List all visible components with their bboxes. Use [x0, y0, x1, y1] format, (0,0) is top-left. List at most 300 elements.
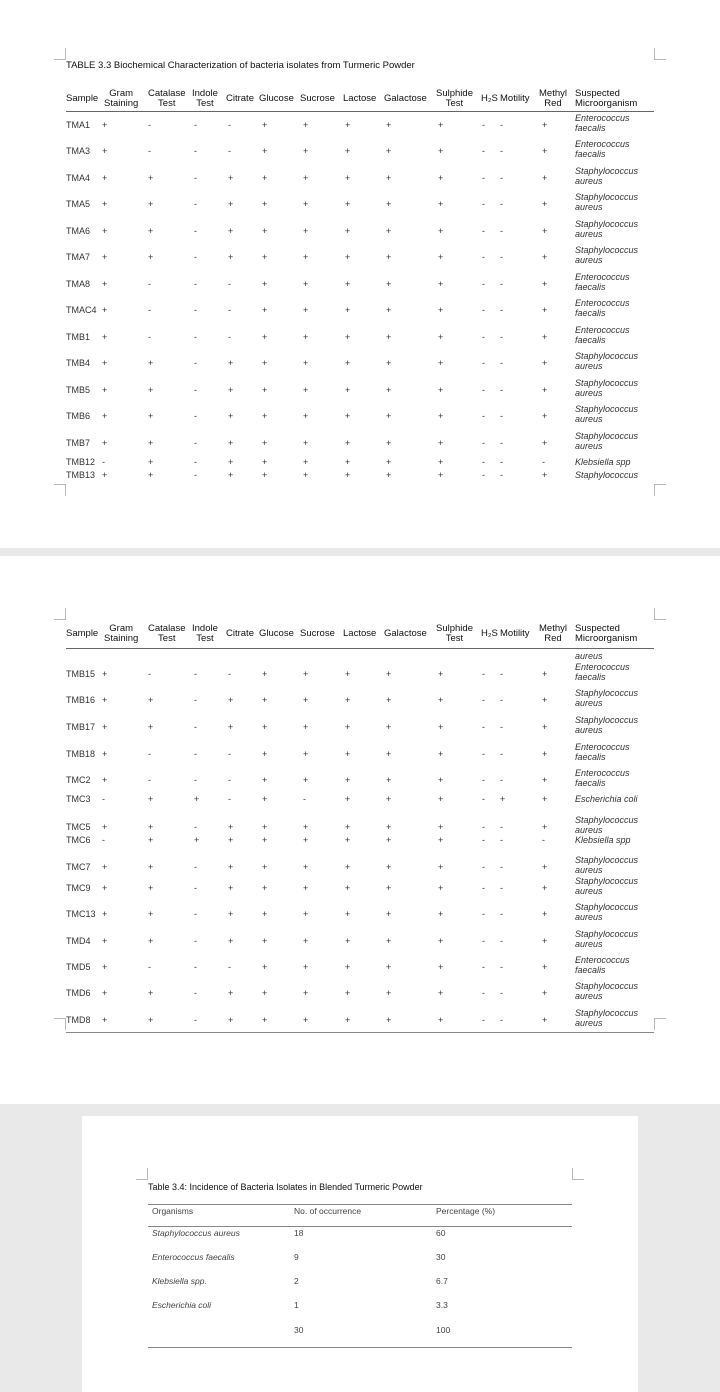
cell-glucose: +: [262, 199, 268, 209]
cell-citrate: +: [228, 1015, 234, 1025]
cell-sucrose: +: [303, 199, 309, 209]
cell-gram: +: [102, 252, 108, 262]
cell-catalase: +: [148, 358, 154, 368]
cell-methyl: +: [542, 120, 548, 130]
cell-galactose: +: [386, 749, 392, 759]
cell-motility: -: [500, 120, 503, 130]
cell-sulphide: +: [438, 438, 444, 448]
cell-h2s: -: [482, 199, 485, 209]
cell-h2s: -: [482, 146, 485, 156]
cell-glucose: +: [262, 120, 268, 130]
cell-suspected-microorganism: Enterococcus faecalis: [575, 742, 630, 762]
table-3-4-row: [148, 1300, 572, 1314]
cell-gram: +: [102, 749, 108, 759]
cell-sulphide: +: [438, 749, 444, 759]
cell-catalase: +: [148, 457, 154, 467]
cell-suspected-microorganism: Enterococcus faecalis: [575, 768, 630, 788]
cell-organism: Enterococcus faecalis: [152, 1252, 235, 1262]
cell-citrate: +: [228, 411, 234, 421]
cell-motility: -: [500, 775, 503, 785]
table-3-4-row: [148, 1276, 572, 1290]
cell-citrate: +: [228, 835, 234, 845]
crop-mark: [54, 608, 66, 620]
cell-catalase: +: [148, 411, 154, 421]
cell-motility: -: [500, 862, 503, 872]
cell-citrate: -: [228, 962, 231, 972]
cell-sample: TMB16: [66, 695, 96, 705]
cell-h2s: -: [482, 775, 485, 785]
cell-sample: TMA8: [66, 279, 91, 289]
cell-gram: +: [102, 438, 108, 448]
cell-sulphide: +: [438, 936, 444, 946]
cell-sulphide: +: [438, 332, 444, 342]
cell-glucose: +: [262, 226, 268, 236]
cell-h2s: -: [482, 252, 485, 262]
cell-indole: -: [194, 1015, 197, 1025]
cell-h2s: -: [482, 883, 485, 893]
cell-catalase: +: [148, 862, 154, 872]
cell-motility: -: [500, 722, 503, 732]
cell-galactose: +: [386, 1015, 392, 1025]
header-motility: Motility: [500, 628, 530, 639]
cell-sample: TMA3: [66, 146, 91, 156]
cell-sulphide: +: [438, 385, 444, 395]
cell-citrate: +: [228, 358, 234, 368]
cell-methyl: +: [542, 722, 548, 732]
cell-glucose: +: [262, 173, 268, 183]
crop-mark: [54, 48, 66, 60]
cell-suspected-microorganism: Enterococcus faecalis: [575, 325, 630, 345]
cell-sulphide: +: [438, 470, 444, 480]
cell-motility: -: [500, 146, 503, 156]
header-glucose: Glucose: [259, 628, 294, 639]
cell-glucose: +: [262, 962, 268, 972]
cell-indole: -: [194, 669, 197, 679]
cell-galactose: +: [386, 835, 392, 845]
cell-glucose: +: [262, 794, 268, 804]
cell-citrate: +: [228, 226, 234, 236]
cell-suspected-microorganism: Enterococcus faecalis: [575, 955, 630, 975]
crop-mark: [136, 1168, 148, 1180]
header-citrate: Citrate: [226, 93, 254, 104]
cell-galactose: +: [386, 883, 392, 893]
cell-indole: +: [194, 835, 200, 845]
cell-suspected-microorganism: Staphylococcus aureus: [575, 351, 639, 371]
cell-methyl: +: [542, 775, 548, 785]
cell-catalase: +: [148, 909, 154, 919]
cell-catalase: +: [148, 173, 154, 183]
cell-gram: -: [102, 794, 105, 804]
cell-sample: TMA4: [66, 173, 91, 183]
cell-citrate: -: [228, 279, 231, 289]
cell-methyl: +: [542, 883, 548, 893]
cell-motility: -: [500, 988, 503, 998]
cell-galactose: +: [386, 775, 392, 785]
cell-lactose: +: [345, 835, 351, 845]
cell-catalase: +: [148, 199, 154, 209]
cell-sucrose: -: [303, 794, 306, 804]
cell-suspected-microorganism: Staphylococcus aureus: [575, 981, 639, 1001]
cell-galactose: +: [386, 470, 392, 480]
cell-suspected-microorganism: Enterococcus faecalis: [575, 662, 630, 682]
crop-mark: [572, 1168, 584, 1180]
cell-suspected-microorganism: Staphylococcus aureus: [575, 902, 639, 922]
cell-gram: +: [102, 385, 108, 395]
cell-galactose: +: [386, 988, 392, 998]
cell-methyl: +: [542, 909, 548, 919]
cell-h2s: -: [482, 358, 485, 368]
crop-mark: [54, 1018, 66, 1030]
cell-sulphide: +: [438, 862, 444, 872]
cell-sample: TMD8: [66, 1015, 91, 1025]
cell-gram: +: [102, 695, 108, 705]
cell-glucose: +: [262, 305, 268, 315]
cell-suspected-microorganism: Enterococcus faecalis: [575, 139, 630, 159]
cell-suspected-microorganism: Enterococcus faecalis: [575, 272, 630, 292]
cell-sulphide: +: [438, 835, 444, 845]
cell-h2s: -: [482, 835, 485, 845]
crop-mark: [54, 484, 66, 496]
cell-sucrose: +: [303, 226, 309, 236]
cell-gram: +: [102, 199, 108, 209]
cell-methyl: +: [542, 252, 548, 262]
cell-motility: -: [500, 438, 503, 448]
cell-catalase: -: [148, 146, 151, 156]
header-indole: Indole Test: [192, 623, 218, 644]
cell-suspected-microorganism: Staphylococcus aureus: [575, 1008, 639, 1028]
cell-sulphide: +: [438, 279, 444, 289]
cell-sulphide: +: [438, 962, 444, 972]
cell-glucose: +: [262, 669, 268, 679]
cell-sulphide: +: [438, 457, 444, 467]
cell-h2s: -: [482, 385, 485, 395]
cell-sample: TMD6: [66, 988, 91, 998]
cell-gram: +: [102, 822, 108, 832]
cell-sample: TMB15: [66, 669, 96, 679]
cell-sucrose: +: [303, 775, 309, 785]
cell-sulphide: +: [438, 822, 444, 832]
cell-citrate: +: [228, 695, 234, 705]
header-suspected: Suspected Microorganism: [575, 88, 638, 109]
cell-sucrose: +: [303, 822, 309, 832]
cell-indole: -: [194, 749, 197, 759]
cell-gram: +: [102, 305, 108, 315]
cell-catalase: +: [148, 722, 154, 732]
cell-galactose: +: [386, 457, 392, 467]
cell-sucrose: +: [303, 722, 309, 732]
cell-motility: -: [500, 1015, 503, 1025]
header-h2s: H₂S: [481, 628, 498, 639]
cell-h2s: -: [482, 862, 485, 872]
cell-indole: -: [194, 988, 197, 998]
cell-sucrose: +: [303, 411, 309, 421]
cell-indole: -: [194, 909, 197, 919]
cell-sucrose: +: [303, 749, 309, 759]
cell-citrate: +: [228, 252, 234, 262]
cell-sucrose: +: [303, 438, 309, 448]
cell-sucrose: +: [303, 988, 309, 998]
cell-motility: -: [500, 199, 503, 209]
cell-motility: -: [500, 669, 503, 679]
cell-lactose: +: [345, 722, 351, 732]
cell-citrate: -: [228, 669, 231, 679]
cell-sucrose: +: [303, 470, 309, 480]
cell-suspected-microorganism: Staphylococcus aureus: [575, 876, 639, 896]
cell-gram: +: [102, 883, 108, 893]
cell-glucose: +: [262, 862, 268, 872]
cell-sample: TMD4: [66, 936, 91, 946]
header-methyl-red: Methyl Red: [539, 88, 567, 109]
cell-gram: +: [102, 279, 108, 289]
cell-h2s: -: [482, 411, 485, 421]
cell-percentage: 60: [436, 1228, 446, 1238]
cell-gram: +: [102, 146, 108, 156]
cell-indole: -: [194, 279, 197, 289]
cell-indole: -: [194, 385, 197, 395]
cell-galactose: +: [386, 199, 392, 209]
cell-galactose: +: [386, 669, 392, 679]
cell-sucrose: +: [303, 695, 309, 705]
table-top-rule: [148, 1204, 572, 1205]
cell-galactose: +: [386, 909, 392, 919]
cell-occurrence: 30: [294, 1325, 304, 1335]
cell-methyl: +: [542, 822, 548, 832]
cell-suspected-microorganism: Klebsiella spp: [575, 835, 631, 845]
cell-occurrence: 18: [294, 1228, 304, 1238]
header-rule: [66, 648, 654, 649]
cell-glucose: +: [262, 279, 268, 289]
header-methyl-red: Methyl Red: [539, 623, 567, 644]
cell-catalase: +: [148, 835, 154, 845]
cell-glucose: +: [262, 749, 268, 759]
cell-catalase: -: [148, 749, 151, 759]
header-citrate: Citrate: [226, 628, 254, 639]
cell-suspected-microorganism: Escherichia coli: [575, 794, 638, 804]
header-sucrose: Sucrose: [300, 628, 335, 639]
cell-sucrose: +: [303, 909, 309, 919]
cell-h2s: -: [482, 120, 485, 130]
cell-sample: TMC3: [66, 794, 91, 804]
cell-suspected-microorganism: Staphylococcus aureus: [575, 245, 639, 265]
cell-lactose: +: [345, 199, 351, 209]
cell-suspected-microorganism: Enterococcus faecalis: [575, 298, 630, 318]
cell-glucose: +: [262, 883, 268, 893]
crop-mark: [654, 484, 666, 496]
cell-suspected-microorganism: Staphylococcus aureus: [575, 166, 639, 186]
header-indole: Indole Test: [192, 88, 218, 109]
cell-indole: -: [194, 120, 197, 130]
cell-suspected-microorganism: Staphylococcus aureus: [575, 431, 639, 451]
cell-methyl: +: [542, 470, 548, 480]
cell-sucrose: +: [303, 883, 309, 893]
cell-citrate: -: [228, 749, 231, 759]
cell-glucose: +: [262, 835, 268, 845]
cell-indole: -: [194, 332, 197, 342]
cell-gram: +: [102, 669, 108, 679]
cell-gram: +: [102, 120, 108, 130]
cell-glucose: +: [262, 332, 268, 342]
cell-citrate: +: [228, 457, 234, 467]
cell-citrate: +: [228, 173, 234, 183]
cell-h2s: -: [482, 695, 485, 705]
cell-lactose: +: [345, 411, 351, 421]
cell-sulphide: +: [438, 226, 444, 236]
cell-sample: TMA1: [66, 120, 91, 130]
document-page-3: [82, 1116, 638, 1392]
cell-glucose: +: [262, 457, 268, 467]
cell-sucrose: +: [303, 120, 309, 130]
cell-methyl: +: [542, 936, 548, 946]
cell-galactose: +: [386, 822, 392, 832]
cell-lactose: +: [345, 909, 351, 919]
cell-gram: -: [102, 835, 105, 845]
header-sucrose: Sucrose: [300, 93, 335, 104]
cell-motility: -: [500, 358, 503, 368]
cell-catalase: +: [148, 822, 154, 832]
cell-catalase: +: [148, 1015, 154, 1025]
cell-catalase: +: [148, 794, 154, 804]
header-galactose: Galactose: [384, 93, 427, 104]
header-gram: Gram Staining: [104, 623, 139, 644]
document-page-1: [0, 0, 720, 548]
cell-h2s: -: [482, 438, 485, 448]
header-suspected: Suspected Microorganism: [575, 623, 638, 644]
cell-lactose: +: [345, 962, 351, 972]
cell-h2s: -: [482, 822, 485, 832]
cell-lactose: +: [345, 794, 351, 804]
cell-sample: TMB17: [66, 722, 96, 732]
cell-gram: +: [102, 722, 108, 732]
cell-suspected-microorganism: Staphylococcus aureus: [575, 929, 639, 949]
header-gram: Gram Staining: [104, 88, 139, 109]
cell-gram: +: [102, 936, 108, 946]
cell-sulphide: +: [438, 988, 444, 998]
cell-citrate: +: [228, 883, 234, 893]
cell-sample: TMC5: [66, 822, 91, 832]
table-3-4-row: [148, 1252, 572, 1266]
cell-methyl: +: [542, 749, 548, 759]
cell-lactose: +: [345, 252, 351, 262]
cell-sample: TMB6: [66, 411, 91, 421]
cell-sucrose: +: [303, 252, 309, 262]
cell-h2s: -: [482, 794, 485, 804]
table-3-4-caption: Table 3.4: Incidence of Bacteria Isolates in Blended Turmeric Powder: [148, 1182, 423, 1192]
cell-galactose: +: [386, 936, 392, 946]
cell-glucose: +: [262, 822, 268, 832]
cell-indole: -: [194, 936, 197, 946]
cell-citrate: -: [228, 775, 231, 785]
cell-catalase: -: [148, 775, 151, 785]
cell-indole: +: [194, 794, 200, 804]
cell-sample: TMB7: [66, 438, 91, 448]
cell-citrate: +: [228, 199, 234, 209]
cell-catalase: -: [148, 669, 151, 679]
cell-citrate: -: [228, 146, 231, 156]
cell-motility: -: [500, 385, 503, 395]
cell-galactose: +: [386, 252, 392, 262]
header-occurrence: No. of occurrence: [294, 1206, 362, 1216]
cell-indole: -: [194, 173, 197, 183]
cell-citrate: -: [228, 305, 231, 315]
cell-lactose: +: [345, 457, 351, 467]
cell-gram: +: [102, 988, 108, 998]
cell-sucrose: +: [303, 1015, 309, 1025]
cell-glucose: +: [262, 385, 268, 395]
cell-sucrose: +: [303, 173, 309, 183]
cell-suspected-microorganism: Staphylococcus aureus: [575, 404, 639, 424]
cell-indole: -: [194, 457, 197, 467]
cell-sulphide: +: [438, 120, 444, 130]
cell-sample: TMB13: [66, 470, 96, 480]
cell-suspected-microorganism: Staphylococcus aureus: [575, 715, 639, 735]
header-motility: Motility: [500, 93, 530, 104]
cell-citrate: -: [228, 120, 231, 130]
cell-indole: -: [194, 411, 197, 421]
cell-indole: -: [194, 199, 197, 209]
cell-motility: -: [500, 749, 503, 759]
cell-gram: +: [102, 332, 108, 342]
table-header: [66, 622, 654, 646]
cell-motility: -: [500, 279, 503, 289]
cell-sample: TMB12: [66, 457, 96, 467]
cell-indole: -: [194, 775, 197, 785]
cell-motility: -: [500, 695, 503, 705]
cell-galactose: +: [386, 962, 392, 972]
cell-occurrence: 9: [294, 1252, 299, 1262]
cell-indole: -: [194, 695, 197, 705]
cell-suspected-microorganism: Staphylococcus aureus: [575, 192, 639, 212]
cell-motility: +: [500, 794, 506, 804]
cell-catalase: +: [148, 988, 154, 998]
cell-motility: -: [500, 411, 503, 421]
cell-sample: TMD5: [66, 962, 91, 972]
cell-lactose: +: [345, 695, 351, 705]
cell-catalase: -: [148, 120, 151, 130]
cell-sample: TMB1: [66, 332, 91, 342]
cell-methyl: +: [542, 988, 548, 998]
cell-glucose: +: [262, 358, 268, 368]
cell-h2s: -: [482, 722, 485, 732]
cell-gram: +: [102, 226, 108, 236]
document-page-2: Sample Gram Staining Catalase Test Indole Test Citrate Glucose Sucrose Lactose Galactose Sulphide Test H₂S Motility Methyl Red Suspected Microorganism aureus TMB15 + - - - + + + + + - - + Enterococcus faecalis TMB16 + + - + + + + + + - - + Staphylococcus aureus TMB17 + + - + + + + + + - - + Staphylococcus aureus TMB18 + - - - + + + + + - - + Enterococcus faecalis TMC2 + - - - + + + + + - - + Enterococcus faecalis TMC3 - + + - + - + + + - + + Escherichia coli TMC5 + + - + + + + + + - - + Staphylococcus aureus TMC6 - + + + + + + + + - - - Klebsiella spp TMC7 + + - + + + + + + - - + Staphylococcus aureus TMC9 + + - + + + + + + - - + Staphylococcus aureus TMC13 + + - + + + + + + - - + Staphylococcus aureus TMD4 + + - + + + + + + - - + Staphylococcus aureus TMD5 + - - - + + + + + - - + Enterococcus faecalis TMD6 + + - + + + + + + - - + Staphylococcus aureus TMD8 + + - + + + + + + - - + Staphylococcus aureus: [0, 556, 720, 1104]
cell-percentage: 30: [436, 1252, 446, 1262]
cell-methyl: +: [542, 669, 548, 679]
cell-lactose: +: [345, 862, 351, 872]
cell-lactose: +: [345, 358, 351, 368]
cell-motility: -: [500, 936, 503, 946]
cell-sample: TMA5: [66, 199, 91, 209]
cell-percentage: 100: [436, 1325, 451, 1335]
cell-catalase: +: [148, 883, 154, 893]
cell-sulphide: +: [438, 252, 444, 262]
cell-indole: -: [194, 146, 197, 156]
header-h2s: H₂S: [481, 93, 498, 104]
cell-sample: TMB18: [66, 749, 96, 759]
cell-glucose: +: [262, 775, 268, 785]
table-bottom-rule: [148, 1347, 572, 1348]
cell-h2s: -: [482, 470, 485, 480]
cell-motility: -: [500, 305, 503, 315]
cell-lactose: +: [345, 669, 351, 679]
cell-catalase: -: [148, 305, 151, 315]
cell-methyl: +: [542, 695, 548, 705]
header-glucose: Glucose: [259, 93, 294, 104]
cell-galactose: +: [386, 722, 392, 732]
header-percentage: Percentage (%): [436, 1206, 496, 1216]
cell-lactose: +: [345, 385, 351, 395]
cell-motility: -: [500, 173, 503, 183]
header-sulphide: Sulphide Test: [436, 88, 473, 109]
